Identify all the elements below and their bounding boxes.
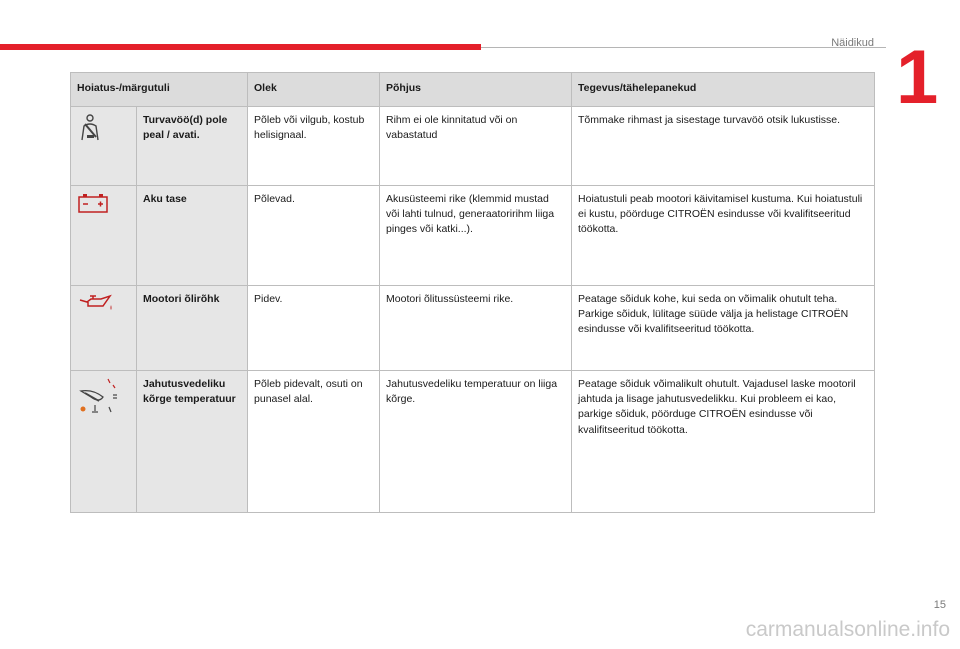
indicator-state: Põleb pidevalt, osuti on punasel alal.: [248, 371, 380, 513]
indicator-action: Tõmmake rihmast ja sisestage turvavöö otsik lukustisse.: [572, 107, 875, 186]
battery-icon: [77, 192, 109, 214]
indicator-name: Aku tase: [137, 186, 248, 286]
indicator-state: Pidev.: [248, 286, 380, 371]
watermark: carmanualsonline.info: [745, 618, 950, 641]
table-row: [71, 371, 875, 513]
table-row: [71, 107, 875, 186]
icon-cell: [71, 286, 137, 371]
indicator-action: Peatage sõiduk kohe, kui seda on võimalik ohutult teha. Parkige sõiduk, lülitage süüde välja ja helistage CITROËN esindusse või kvalifitseeritud töökotta.: [572, 286, 875, 371]
column-header-state: Olek: [248, 73, 380, 107]
indicator-action: Peatage sõiduk võimalikult ohutult. Vajadusel laske mootoril jahtuda ja lisage jahutusvedelikku. Kui probleem ei kao, parkige sõiduk, pöörduge CITROËN esindusse või kvalifitseeritud töökotta.: [572, 371, 875, 513]
header-divider: [481, 47, 886, 48]
indicator-name: Jahutusvedeliku kõrge temperatuur: [137, 371, 248, 513]
indicator-state: Põleb või vilgub, kostub helisignaal.: [248, 107, 380, 186]
indicator-cause: Jahutusvedeliku temperatuur on liiga kõrge.: [380, 371, 572, 513]
column-header-indicator: Hoiatus-/märgutuli: [71, 73, 248, 107]
page-number: 15: [933, 599, 946, 611]
indicator-state: Põlevad.: [248, 186, 380, 286]
table-header-row: [71, 73, 875, 107]
indicator-cause: Akusüsteemi rike (klemmid mustad või lahti tulnud, generaatoririhm liiga pinges või katki...).: [380, 186, 572, 286]
indicator-name: Turvavöö(d) pole peal / avati.: [137, 107, 248, 186]
oil-pressure-icon: [77, 292, 115, 314]
chapter-number: 1: [896, 35, 939, 120]
icon-cell: [71, 107, 137, 186]
indicator-name: Mootori õlirõhk: [137, 286, 248, 371]
table-row: [71, 286, 875, 371]
section-title: Näidikud: [831, 37, 874, 49]
column-header-action: Tegevus/tähelepanekud: [572, 73, 875, 107]
icon-cell: [71, 186, 137, 286]
indicator-action: Hoiatustuli peab mootori käivitamisel kustuma. Kui hoiatustuli ei kustu, pöörduge CITROËN esindusse või kvalifitseeritud töökotta.: [572, 186, 875, 286]
column-header-cause: Põhjus: [380, 73, 572, 107]
seatbelt-icon: [77, 113, 103, 143]
icon-cell: [71, 371, 137, 513]
header-red-bar: [0, 44, 481, 50]
indicator-cause: Mootori õlitussüsteemi rike.: [380, 286, 572, 371]
indicator-cause: Rihm ei ole kinnitatud või on vabastatud: [380, 107, 572, 186]
coolant-temperature-icon: [77, 377, 121, 421]
warning-lights-table: [70, 72, 875, 513]
table-row: [71, 186, 875, 286]
